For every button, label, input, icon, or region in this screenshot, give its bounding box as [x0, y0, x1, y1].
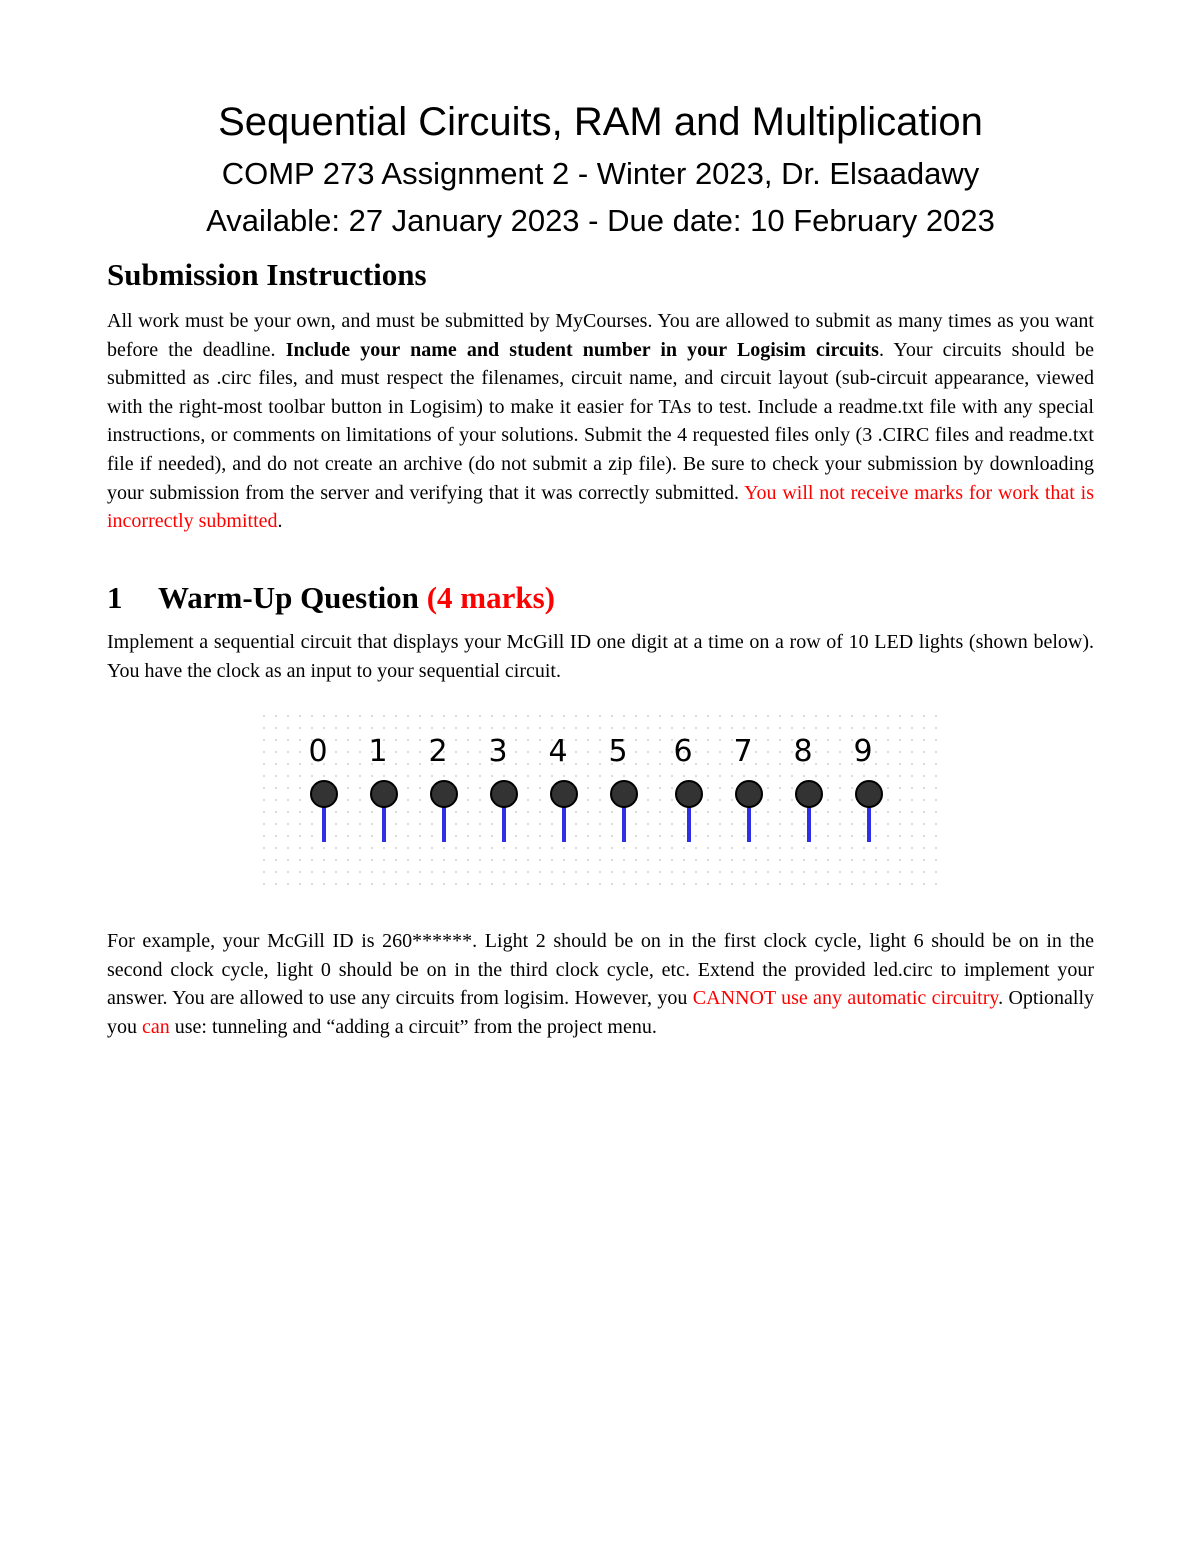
led-light: [611, 781, 637, 807]
led-8: [793, 734, 822, 842]
led-light: [371, 781, 397, 807]
example-cannot: CANNOT use any automatic circuitry: [692, 987, 999, 1010]
example-can: can: [142, 1015, 170, 1038]
led-light: [551, 781, 577, 807]
led-5: [608, 734, 637, 842]
submission-heading: Submission Instructions: [107, 257, 427, 292]
section-1-heading: [107, 578, 555, 618]
led-light: [676, 781, 702, 807]
led-3: [488, 734, 517, 842]
led-label: 3: [488, 734, 508, 769]
led-4: [548, 734, 577, 842]
led-0: [308, 734, 337, 842]
led-light: [491, 781, 517, 807]
example-text-3: use: tunneling and “adding a circuit” from the project menu.: [169, 1015, 657, 1038]
led-label: 7: [733, 734, 753, 769]
led-label: 4: [548, 734, 568, 769]
section-1-intro: Implement a sequential circuit that displays your McGill ID one digit at a time on a row of 10 LED lights (shown below). You have the clock as an input to your sequential circuit.: [107, 631, 1094, 682]
led-row-figure: [258, 710, 948, 890]
example-text-1: For example, your McGill ID is 260******. Light 2 should be on in the first clock cycle, light 6 should be on in the second clock cycle, light 0 should be on in the third clock cycle, etc. Extend the provided led.circ to implement your answer. You are allowed to use any circuits from logisim. However, you: [107, 930, 1094, 1010]
led-row-diagram: [258, 710, 948, 890]
led-1: [368, 734, 397, 842]
led-light: [431, 781, 457, 807]
led-label: 6: [673, 734, 693, 769]
document-title: Sequential Circuits, RAM and Multiplication: [218, 100, 983, 144]
submission-text-3: .: [277, 510, 283, 533]
submission-text-2: . Your circuits should be submitted as .circ files, and must respect the filenames, circuit name, and circuit layout (sub-circuit appearance, viewed with the right-most toolbar button in Logisim) to make it easier for TAs to test. Include a readme.txt file with any special instructions, or comments on limitations of your solutions. Submit the 4 requested files only (3 .CIRC files and readme.txt file if needed), and do not create an archive (do not submit a zip file). Be sure to check your submission by downloading your submission from the server and verifying that it was correctly submitted.: [107, 338, 1094, 504]
section-number: 1: [107, 580, 123, 615]
led-label: 0: [308, 734, 328, 769]
submission-text-1: All work must be your own, and must be submitted by MyCourses. You are allowed to submit as many times as you want before the deadline.: [107, 310, 1094, 361]
led-label: 1: [368, 734, 388, 769]
submission-warning: You will not receive marks for work that is incorrectly submitted: [107, 481, 1095, 533]
led-2: [428, 734, 457, 842]
led-label: 2: [428, 734, 448, 769]
submission-bold-note: Include your name and student number in your Logisim circuits: [285, 338, 879, 361]
section-marks: (4 marks): [426, 580, 555, 615]
led-light: [311, 781, 337, 807]
example-text-2: . Optionally you: [107, 987, 1095, 1038]
led-label: 5: [608, 734, 628, 769]
course-subtitle: COMP 273 Assignment 2 - Winter 2023, Dr. Elsaadawy: [221, 156, 980, 191]
led-6: [673, 734, 702, 842]
section-1-example: [107, 927, 1094, 1041]
grid-dots: [263, 715, 937, 885]
submission-paragraph: [107, 307, 1094, 536]
section-title: Warm-Up Question: [158, 580, 427, 615]
led-label: 9: [853, 734, 873, 769]
led-light: [856, 781, 882, 807]
led-label: 8: [793, 734, 813, 769]
led-light: [796, 781, 822, 807]
led-9: [853, 734, 882, 842]
led-7: [733, 734, 762, 842]
led-light: [736, 781, 762, 807]
assignment-dates: Available: 27 January 2023 - Due date: 10 February 2023: [206, 203, 995, 238]
